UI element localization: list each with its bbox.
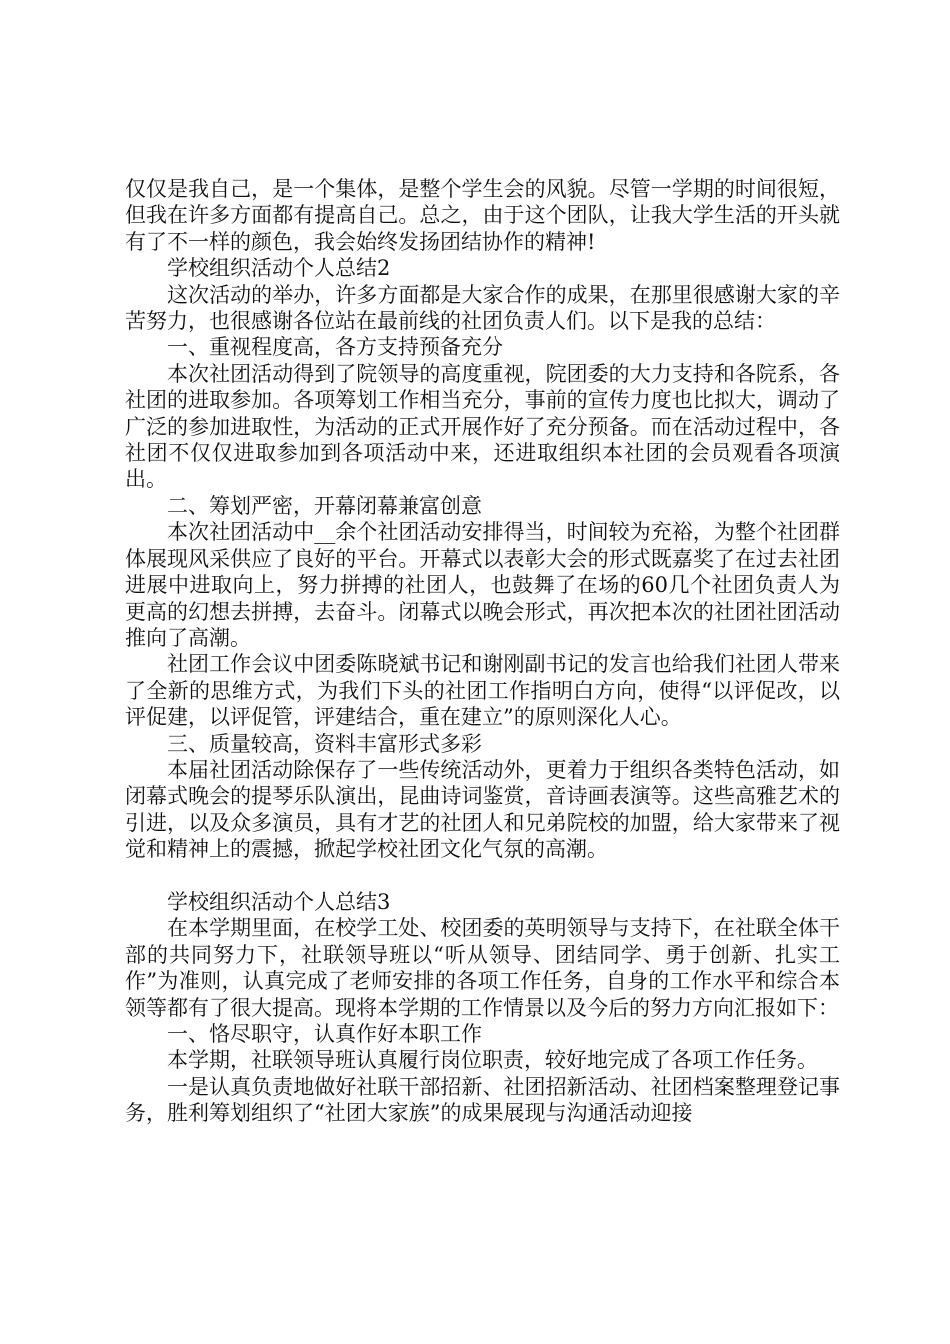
blank-line [125, 863, 840, 889]
paragraph-intro: 这次活动的举办，许多方面都是大家合作的成果，在那里很感谢大家的辛苦努力，也很感谢各位站在最前线的社团负责人们。以下是我的总结： [125, 282, 840, 334]
section-heading-summary-2: 学校组织活动个人总结2 [167, 256, 391, 281]
paragraph-body: 本次社团活动中__余个社团活动安排得当，时间较为充裕，为整个社团群体展现风采供应了良好的平台。开幕式以表彰大会的形式既嘉奖了在过去社团进展中进取向上，努力拼搏的社团人，也鼓舞了在场的60几个社团负责人为更高的幻想去拼搏，去奋斗。闭幕式以晚会形式，再次把本次的社团社团活动推向了高潮。 [125, 520, 840, 650]
section-heading-summary-3: 学校组织活动个人总结3 [167, 889, 391, 914]
paragraph-continued: 仅仅是我自己，是一个集体，是整个学生会的风貌。尽管一学期的时间很短，但我在许多方面都有提高自己。总之，由于这个团队，让我大学生活的开头就有了不一样的颜色，我会始终发扬团结协作的精神! [125, 177, 840, 254]
paragraph-body: 社团工作会议中团委陈晓斌书记和谢刚副书记的发言也给我们社团人带来了全新的思维方式，为我们下头的社团工作指明白方向，使得“以评促改，以评促建，以评促管，评建结合，重在建立”的原则深化人心。 [125, 652, 840, 730]
subheading-three: 三、质量较高，资料丰富形式多彩 [167, 731, 482, 756]
paragraph-body: 本学期，社联领导班认真履行岗位职责，较好地完成了各项工作任务。 [167, 1048, 818, 1073]
paragraph-body: 本届社团活动除保存了一些传统活动外，更着力于组织各类特色活动，如闭幕式晚会的提琴乐队演出，昆曲诗词鉴赏，音诗画表演等。这些高雅艺术的引进，以及众多演员，具有才艺的社团人和兄弟院校的加盟，给大家带来了视觉和精神上的震撼，掀起学校社团文化气氛的高潮。 [125, 757, 840, 862]
subheading-two: 二、筹划严密，开幕闭幕兼富创意 [167, 493, 482, 518]
paragraph-body: 在本学期里面，在校学工处、校团委的英明领导与支持下，在社联全体干部的共同努力下，社联领导班以“听从领导、团结同学、勇于创新、扎实工作”为准则，认真完成了老师安排的各项工作任务，自身的工作水平和综合本领等都有了很大提高。现将本学期的工作情景以及今后的努力方向汇报如下： [125, 916, 840, 1020]
subheading-one: 一、恪尽职守，认真作好本职工作 [167, 1021, 482, 1046]
paragraph-body: 本次社团活动得到了院领导的高度重视，院团委的大力支持和各院系，各社团的进取参加。各项筹划工作相当充分，事前的宣传力度也比拟大，调动了广泛的参加进取性，为活动的正式开展作好了充分预备。而在活动过程中，各社团不仅仅进取参加到各项活动中来，还进取组织本社团的会员观看各项演出。 [125, 361, 840, 492]
paragraph-body: 一是认真负责地做好社联干部招新、社团招新活动、社团档案整理登记事务，胜利筹划组织了“社团大家族”的成果展现与沟通活动迎接 [125, 1074, 840, 1126]
subheading-one: 一、重视程度高，各方支持预备充分 [167, 335, 503, 360]
document-page [125, 176, 840, 1127]
